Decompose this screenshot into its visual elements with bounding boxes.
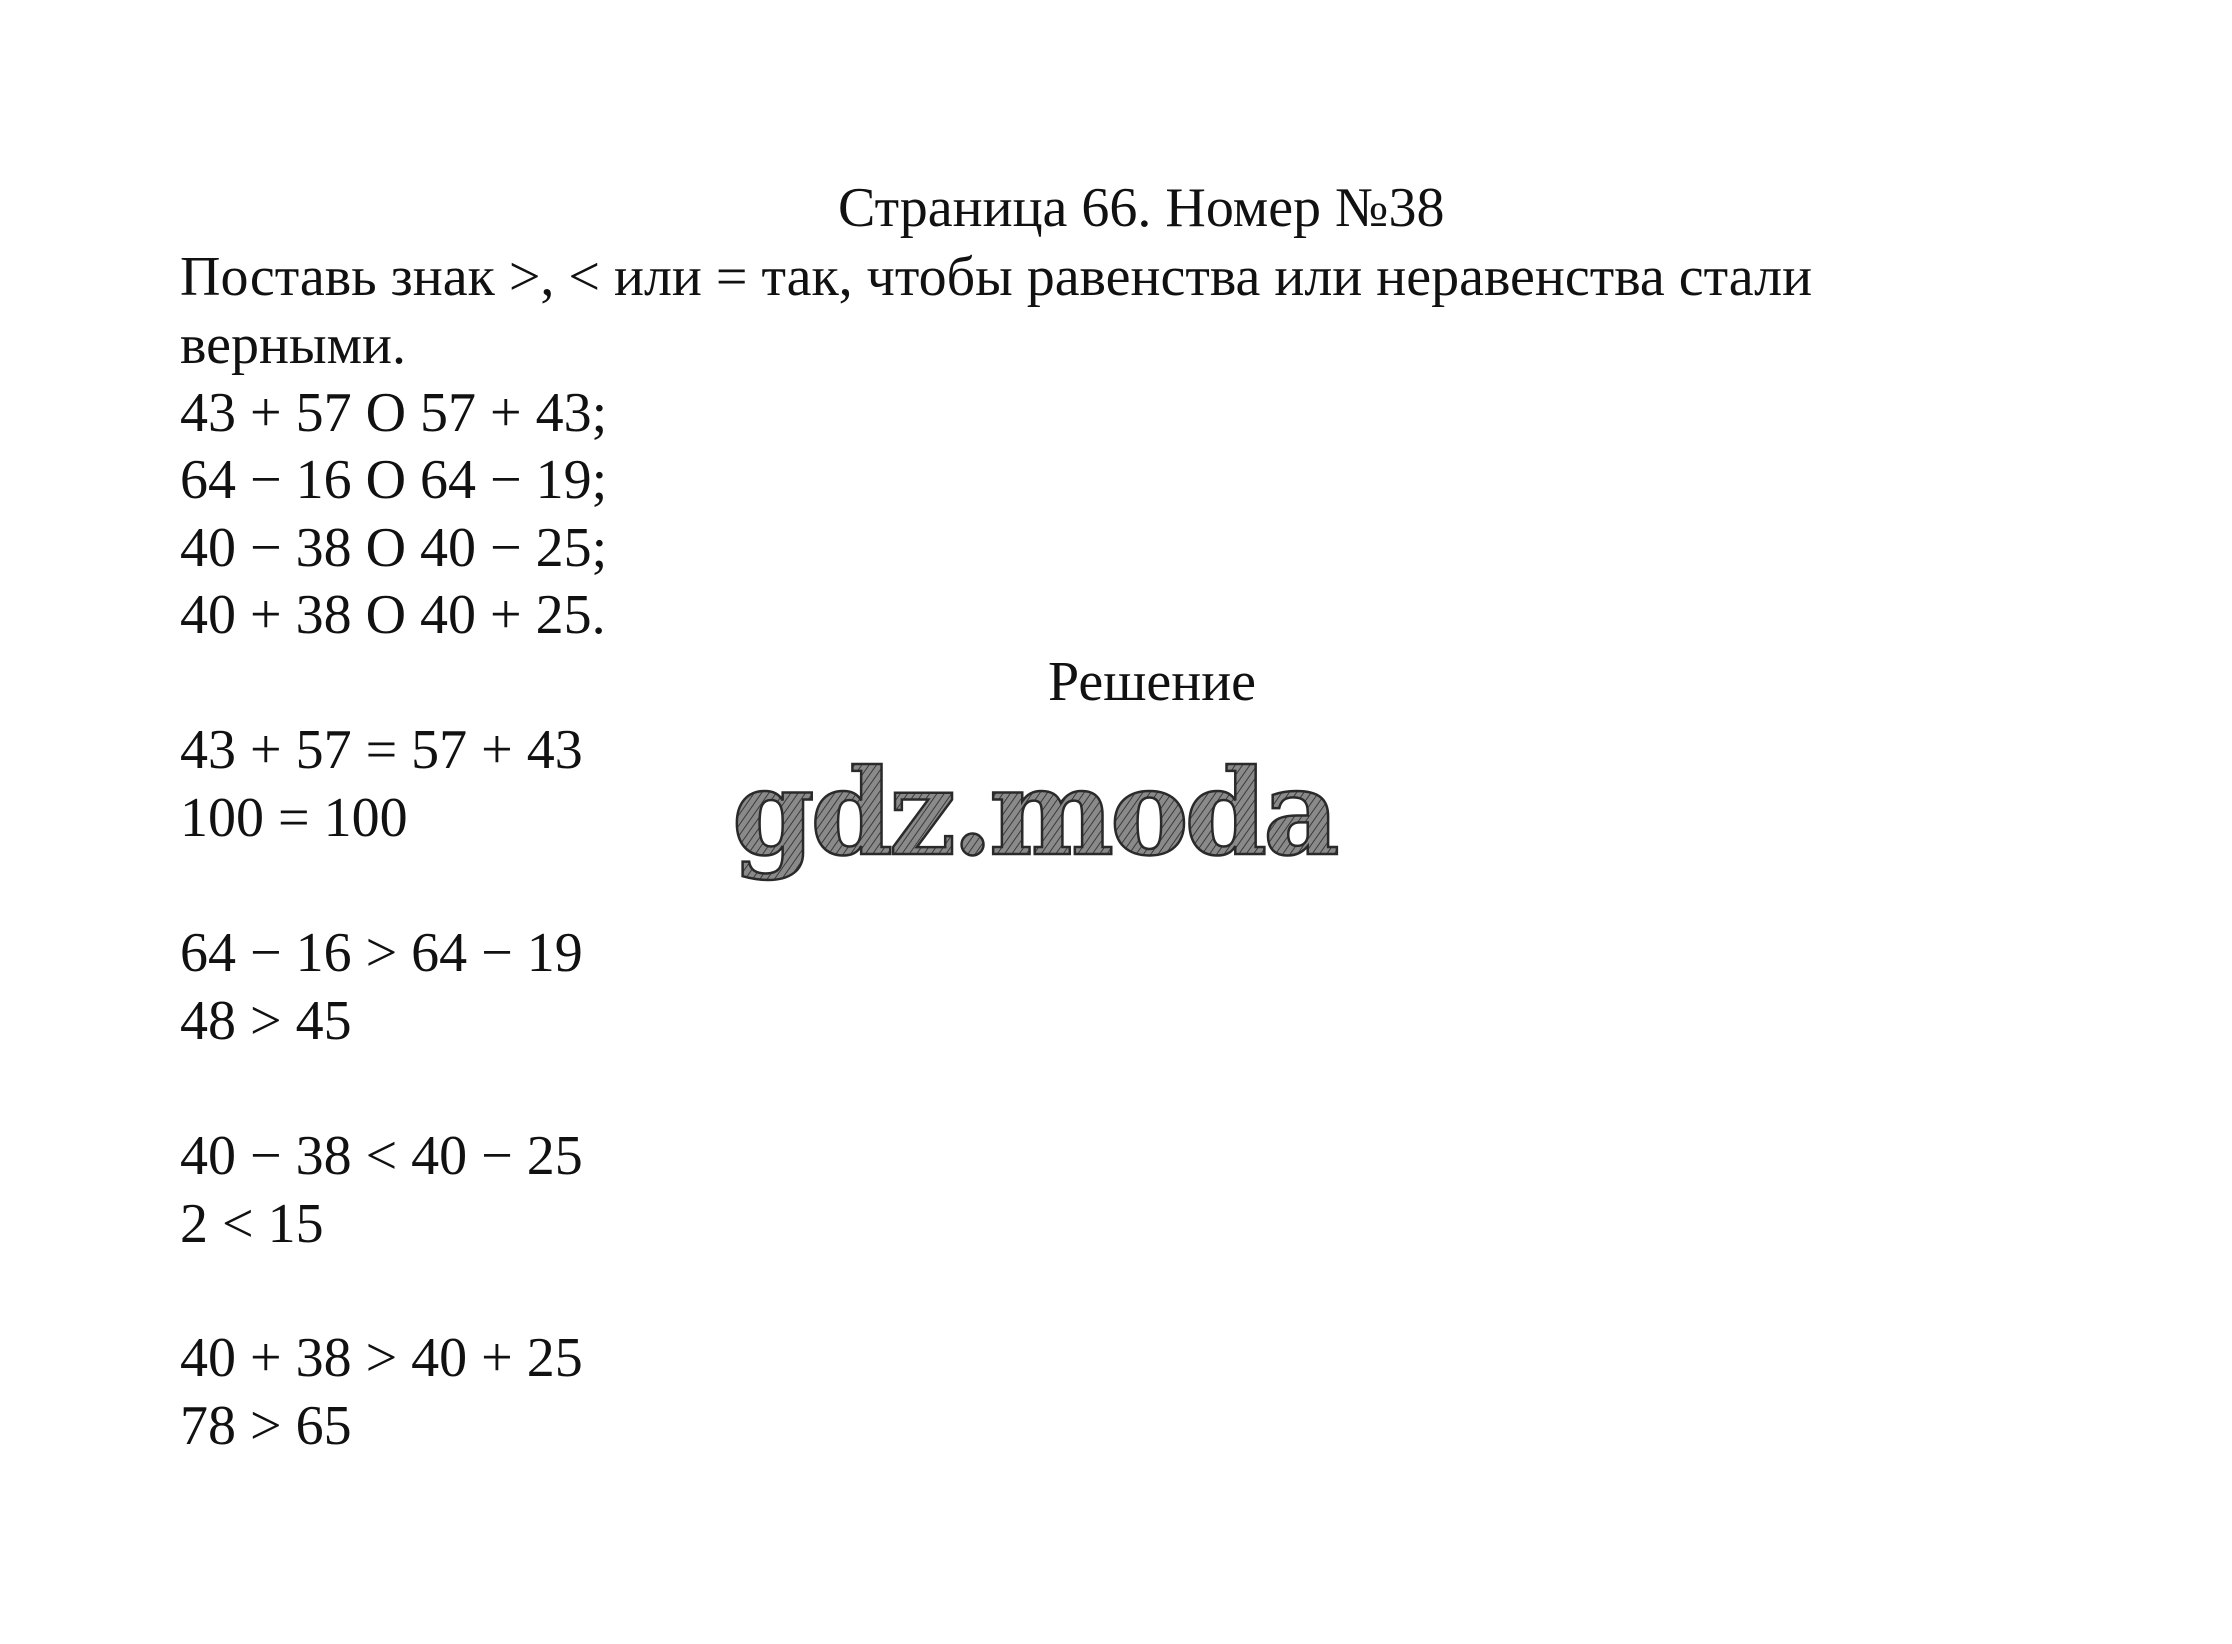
solution-result-1: 100 = 100 — [180, 787, 408, 849]
task-instruction-line-2: верными. — [180, 314, 406, 376]
watermark-logo — [722, 744, 1362, 894]
solution-result-4: 78 > 65 — [180, 1395, 352, 1457]
page-title: Страница 66. Номер №38 — [838, 177, 1445, 239]
watermark-text: gdz.moda — [732, 744, 1336, 882]
task-item-1: 43 + 57 О 57 + 43; — [180, 382, 608, 444]
solution-result-3: 2 < 15 — [180, 1193, 324, 1255]
task-item-3: 40 − 38 О 40 − 25; — [180, 517, 608, 579]
solution-expression-4: 40 + 38 > 40 + 25 — [180, 1327, 583, 1389]
solution-expression-1: 43 + 57 = 57 + 43 — [180, 719, 583, 781]
solution-expression-2: 64 − 16 > 64 − 19 — [180, 922, 583, 984]
task-item-4: 40 + 38 О 40 + 25. — [180, 584, 606, 646]
task-item-2: 64 − 16 О 64 − 19; — [180, 449, 608, 511]
solution-expression-3: 40 − 38 < 40 − 25 — [180, 1125, 583, 1187]
task-instruction-line-1: Поставь знак >, < или = так, чтобы равенства или неравенства стали — [180, 246, 1813, 308]
solution-heading: Решение — [1048, 651, 1257, 713]
solution-result-2: 48 > 45 — [180, 990, 352, 1052]
